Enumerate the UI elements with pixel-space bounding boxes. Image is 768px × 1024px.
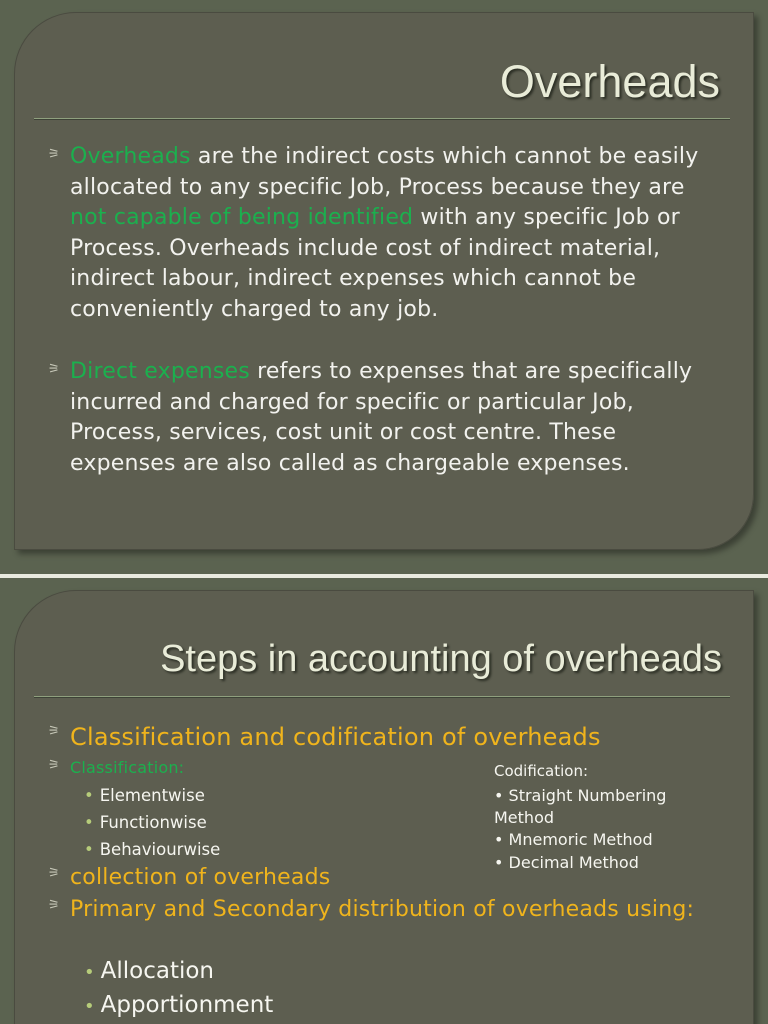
bullet-icon: ⚞ xyxy=(48,758,60,773)
collection-text: collection of overheads xyxy=(70,865,331,890)
highlight-phrase: not capable of being identified xyxy=(70,205,414,231)
item-label: Apportionment xyxy=(100,992,274,1018)
title-divider xyxy=(34,118,730,120)
item-label: Decimal Method xyxy=(508,853,639,872)
bullet-direct-expenses xyxy=(48,357,728,479)
bullet-text xyxy=(70,357,728,479)
item-label: Functionwise xyxy=(99,813,207,832)
bullet-icon: ⚞ xyxy=(48,362,60,377)
term-overheads: Overheads xyxy=(70,144,191,169)
list-item: • Apportionment xyxy=(84,992,274,1018)
item-label: Mnemoric Method xyxy=(508,830,653,849)
classification-label: Classification: xyxy=(70,758,185,777)
item-label: Elementwise xyxy=(99,786,205,805)
title-divider xyxy=(34,696,730,698)
slide-title: Steps in accounting of overheads xyxy=(160,638,722,680)
bullet-classification-codification xyxy=(48,720,728,754)
bullet-text xyxy=(70,142,728,326)
list-item: • Allocation xyxy=(84,958,215,984)
item-label: Allocation xyxy=(100,958,215,984)
term-direct-expenses: Direct expenses xyxy=(70,359,250,384)
bullet-text-b: with any specific Job or Process. Overheads include cost of indirect material, indirect labour, indirect expenses which cannot be conveniently charged to any job. xyxy=(70,205,680,322)
slide-title: Overheads xyxy=(499,56,720,107)
list-item: • Decimal Method xyxy=(494,853,639,872)
list-item: • Behaviourwise xyxy=(84,840,221,859)
list-item: • Functionwise xyxy=(84,813,207,832)
codification-label: Codification: xyxy=(494,762,589,780)
distribution-text: Primary and Secondary distribution of overheads using: xyxy=(70,897,695,922)
bullet-collection xyxy=(48,862,728,893)
bullet-icon: ⚞ xyxy=(48,866,60,881)
bullet-distribution xyxy=(48,894,708,925)
bullet-icon: ⚞ xyxy=(48,898,60,913)
bullet-icon: ⚞ xyxy=(48,147,60,162)
list-item: • Straight Numbering Method xyxy=(494,786,667,827)
bullet-text-a: are the indirect costs which cannot be easily allocated to any specific Job, Process because they are xyxy=(70,144,699,200)
bullet-classification xyxy=(48,758,184,778)
item-label: Straight Numbering Method xyxy=(494,786,667,827)
item-label: Behaviourwise xyxy=(99,840,221,859)
list-item: • Elementwise xyxy=(84,786,205,805)
bullet-text-direct: refers to expenses that are specifically incurred and charged for specific or particular Job, Process, services, cost unit or cost centre. These expenses are also called as chargeable expenses. xyxy=(70,359,693,476)
list-item: • Mnemoric Method xyxy=(494,830,653,849)
bullet-overheads xyxy=(48,142,728,326)
heading-text: Classification and codification of overheads xyxy=(70,723,601,751)
bullet-icon: ⚞ xyxy=(48,724,60,739)
